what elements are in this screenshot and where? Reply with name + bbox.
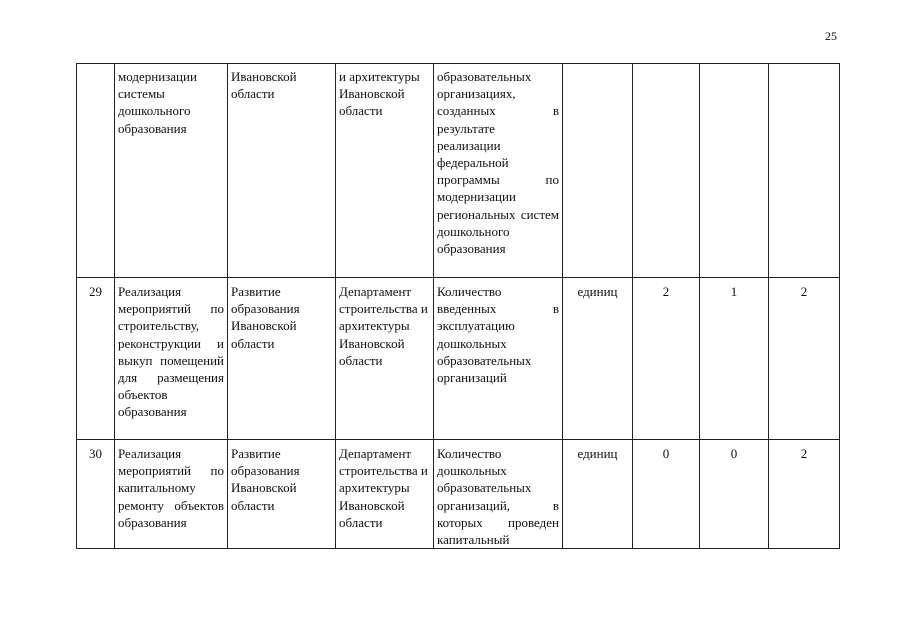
value-cell-2: 1: [700, 278, 769, 440]
measure-cell: Реализация мероприятий по капитальному ремонту объектов образования: [115, 440, 228, 549]
measure-cell: модернизации системы дошкольного образования: [115, 64, 228, 278]
value-cell-1: [633, 64, 700, 278]
executor-cell: Департамент строительства и архитектуры Ивановской области: [336, 278, 434, 440]
page-number: 25: [825, 29, 837, 43]
value-cell-1: 0: [633, 440, 700, 549]
measure-cell: Реализация мероприятий по строительству, реконструкции и выкуп помещений для размещения объектов образования: [115, 278, 228, 440]
value-cell-3: [769, 64, 840, 278]
value-cell-3: 2: [769, 440, 840, 549]
indicators-table: [76, 63, 840, 549]
unit-cell: единиц: [563, 278, 633, 440]
indicator-cell: Количество введенных в эксплуатацию дошкольных образовательных организаций: [434, 278, 563, 440]
executor-cell: и архитектуры Ивановской области: [336, 64, 434, 278]
value-cell-2: 0: [700, 440, 769, 549]
value-cell-1: 2: [633, 278, 700, 440]
program-cell: Развитие образования Ивановской области: [228, 440, 336, 549]
value-cell-3: 2: [769, 278, 840, 440]
unit-cell: единиц: [563, 440, 633, 549]
table-row: [77, 278, 840, 440]
row-number-cell: 29: [77, 278, 115, 440]
table-row: [77, 440, 840, 549]
row-number-cell: [77, 64, 115, 278]
indicator-cell: Количество дошкольных образовательных организаций, в которых проведен капитальный: [434, 440, 563, 549]
unit-cell: [563, 64, 633, 278]
program-cell: Ивановской области: [228, 64, 336, 278]
executor-cell: Департамент строительства и архитектуры Ивановской области: [336, 440, 434, 549]
table-row: [77, 64, 840, 278]
program-cell: Развитие образования Ивановской области: [228, 278, 336, 440]
value-cell-2: [700, 64, 769, 278]
row-number-cell: 30: [77, 440, 115, 549]
indicator-cell: образовательных организациях, созданных в результате реализации федеральной программы по модернизации региональных систем дошкольного образования: [434, 64, 563, 278]
